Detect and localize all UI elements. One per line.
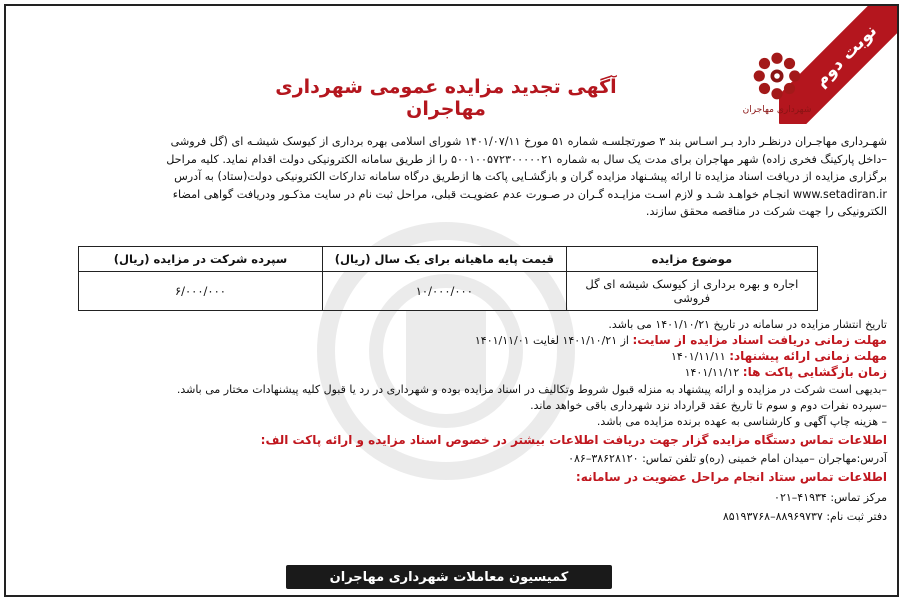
opening-date-line (22, 365, 887, 380)
address-line: آدرس:مهاجران –میدان امام خمینی (ره)و تلفن تماس: ۳۸۶۲۸۱۲۰–۰۸۶ (568, 452, 887, 465)
cell-deposit: ۶/۰۰۰/۰۰۰ (79, 272, 323, 311)
docs-deadline-value: از ۱۴۰۱/۱۰/۲۱ لغایت ۱۴۰۱/۱۱/۰۱ (474, 334, 633, 347)
offer-deadline-label: مهلت زمانی ارائه پیشنهاد: (729, 349, 887, 363)
cell-base-price: ۱۰/۰۰۰/۰۰۰ (322, 272, 566, 311)
publish-date-line: تاریخ انتشار مزایده در سامانه در تاریخ ۱۴۰۱/۱۰/۲۱ می باشد. (608, 318, 887, 331)
table-header-row (79, 247, 818, 272)
registration-office-line: دفتر ثبت نام: ۸۸۹۶۹۷۳۷–۸۵۱۹۳۷۶۸ (722, 510, 887, 523)
advertisement-frame (4, 4, 899, 597)
opening-date-label: زمان بازگشایی پاکت ها: (742, 365, 887, 379)
note-line: –سپرده نفرات دوم و سوم تا تاریخ عقد قرارداد نزد شهرداری باقی خواهد ماند. (530, 399, 887, 412)
column-header-base-price: قیمت پایه ماهیانه برای یک سال (ریال) (322, 247, 566, 272)
cell-subject: اجاره و بهره برداری از کیوسک شیشه ای گل فروشی (566, 272, 817, 311)
intro-line: الکترونیکی را جهت شرکت در مناقصه محقق سازند. (645, 205, 887, 218)
logo-emblem-icon (749, 48, 805, 104)
logo-caption: شهرداری مهاجران (742, 105, 812, 115)
intro-line: برگزاری مزایده از دریافت اسناد مزایده تا ارائه پیشـنهاد مزایده گران و بازگشـایی پاکت ها ازطریق درگاه سامانه تدارکات الکترونیکی دولت(ستاد) به آدرس (174, 170, 887, 183)
docs-deadline-label: مهلت زمانی دریافت اسناد مزایده از سایت: (632, 333, 887, 347)
intro-line: www.setadiran.ir انجـام خواهـد شـد و لازم اسـت مزایـده گـران در صـورت عدم عضویـت قبلی، مراحل ثبت نام در سایت مذکـور ودریافت گواهی امضاء (172, 187, 887, 201)
setad-heading: اطلاعات تماس ستاد انجام مراحل عضویت در سامانه: (575, 470, 887, 484)
offer-deadline-value: ۱۴۰۱/۱۱/۱۱ (671, 350, 730, 363)
footer-banner: کمیسیون معاملات شهرداری مهاجران (286, 565, 612, 589)
column-header-deposit: سپرده شرکت در مزایده (ریال) (79, 247, 323, 272)
call-center-line: مرکز تماس: ۴۱۹۳۴–۰۲۱ (774, 491, 887, 504)
intro-line: –داخل پارکینگ فخری زاده) شهر مهاجران برای مدت یک سال به شماره ۵۰۰۱۰۰۵۷۲۳۰۰۰۰۰۲۱ را از طریق سامانه الکترونیکی دولت اقدام نماید. کلیه مراحل (166, 152, 887, 166)
table-row (79, 272, 818, 311)
note-line: – هزینه چاپ آگهی و کارشناسی به عهده برنده مزایده می باشد. (596, 415, 887, 428)
auction-table (78, 246, 818, 311)
offer-deadline-line (22, 349, 887, 364)
note-line: –بدیهی است شرکت در مزایده و ارائه پیشنهاد به منزله قبول شروط وتکالیف در اسناد مزایده بوده و شهرداری در رد یا قبول کلیه پیشنهادات مختار می باشد. (176, 383, 887, 396)
docs-deadline-line (22, 333, 887, 348)
municipality-logo (734, 48, 820, 124)
contact-heading: اطلاعات تماس دستگاه مزایده گزار جهت دریافت اطلاعات بیشتر در خصوص اسناد مزایده و ارائه پاکت الف: (260, 433, 887, 447)
page-title: آگهی تجدید مزایده عمومی شهرداری مهاجران (275, 76, 617, 120)
opening-date-value: ۱۴۰۱/۱۱/۱۲ (684, 366, 743, 379)
ribbon-label: نوبت دوم (779, 4, 899, 124)
intro-paragraph (22, 133, 887, 221)
column-header-subject: موضوع مزایده (566, 247, 817, 272)
intro-line: شهـرداری مهاجـران درنظـر دارد بـر اسـاس بند ۳ صورتجلسـه شماره ۵۱ مورخ ۱۴۰۱/۰۷/۱۱ شورای اسلامی بهره برداری از کیوسک شیشـه ای (گل فروشی (170, 135, 887, 148)
